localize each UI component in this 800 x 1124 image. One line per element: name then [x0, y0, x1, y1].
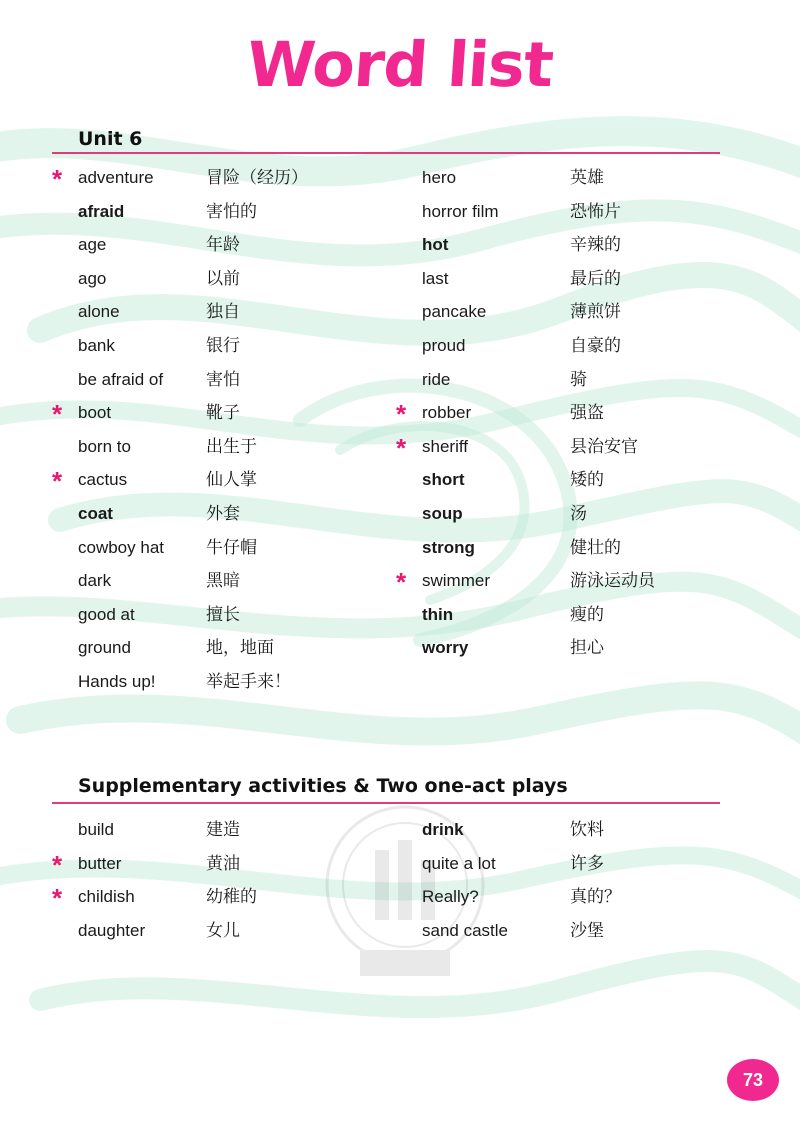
asterisk-icon: *: [52, 399, 63, 430]
english-word: robber: [422, 403, 472, 423]
english-word: boot: [78, 403, 112, 423]
english-word: horror film: [422, 201, 499, 221]
chinese-translation: 县治安官: [570, 436, 638, 457]
asterisk-icon: *: [396, 399, 407, 430]
section-rule-unit-6: [52, 152, 720, 154]
english-word: Hands up!: [78, 672, 156, 691]
page-title: Word list: [244, 28, 556, 101]
chinese-translation: 汤: [570, 504, 587, 524]
english-word: Really?: [422, 887, 479, 907]
english-word: ago: [78, 268, 107, 288]
chinese-translation: 瘦的: [570, 604, 604, 625]
english-word: last: [422, 268, 449, 288]
english-word: hot: [422, 235, 449, 255]
chinese-translation: 以前: [206, 268, 240, 289]
chinese-translation: 建造: [206, 820, 240, 840]
page-number-badge: 73: [727, 1059, 779, 1101]
english-word: dark: [78, 571, 112, 591]
section-heading-unit-6: Unit 6: [78, 128, 143, 150]
chinese-translation: 黄油: [206, 853, 240, 874]
asterisk-icon: *: [396, 567, 407, 598]
english-word: short: [422, 470, 465, 490]
chinese-translation: 地，地面: [206, 638, 274, 659]
section-rule-supplementary: [52, 802, 720, 804]
chinese-translation: 冒险（经历）: [206, 168, 308, 188]
chinese-translation: 仙人掌: [206, 470, 257, 491]
english-word: alone: [78, 302, 120, 322]
chinese-translation: 许多: [570, 853, 604, 874]
chinese-translation: 英雄: [570, 168, 604, 188]
english-word: drink: [422, 820, 464, 839]
section-heading-supplementary: Supplementary activities & Two one-act plays: [78, 775, 568, 797]
english-word: coat: [78, 504, 113, 523]
chinese-translation: 骑: [570, 369, 587, 390]
english-word: afraid: [78, 201, 125, 221]
english-word: childish: [78, 887, 135, 907]
english-word: cactus: [78, 470, 128, 490]
chinese-translation: 女儿: [206, 920, 240, 941]
chinese-translation: 游泳运动员: [570, 571, 655, 592]
chinese-translation: 举起手来！: [206, 672, 291, 692]
english-word: cowboy hat: [78, 537, 164, 557]
chinese-translation: 恐怖片: [570, 201, 621, 222]
english-word: proud: [422, 336, 466, 355]
chinese-translation: 害怕: [206, 369, 240, 390]
english-word: bank: [78, 336, 115, 355]
chinese-translation: 牛仔帽: [206, 537, 257, 558]
chinese-translation: 靴子: [206, 403, 240, 424]
chinese-translation: 银行: [206, 336, 240, 356]
english-word: sheriff: [422, 436, 468, 456]
asterisk-icon: *: [52, 164, 63, 194]
english-word: swimmer: [422, 571, 490, 591]
english-word: build: [78, 820, 114, 839]
english-word: born to: [78, 436, 131, 456]
asterisk-icon: *: [52, 883, 63, 914]
chinese-translation: 健壮的: [570, 537, 621, 558]
english-word: thin: [422, 604, 454, 624]
english-word: daughter: [78, 920, 146, 940]
chinese-translation: 出生于: [206, 436, 257, 457]
english-word: sand castle: [422, 920, 508, 940]
chinese-translation: 沙堡: [570, 920, 604, 941]
english-word: quite a lot: [422, 853, 496, 873]
english-word: good at: [78, 604, 135, 624]
chinese-translation: 薄煎饼: [570, 302, 621, 323]
english-word: worry: [422, 638, 469, 658]
chinese-translation: 真的？: [570, 887, 621, 908]
asterisk-icon: *: [52, 849, 63, 880]
chinese-translation: 幼稚的: [206, 887, 257, 908]
chinese-translation: 外套: [206, 504, 240, 524]
chinese-translation: 强盗: [570, 403, 604, 424]
english-word: adventure: [78, 168, 154, 187]
chinese-translation: 黑暗: [206, 571, 240, 592]
english-word: soup: [422, 504, 463, 523]
chinese-translation: 矮的: [570, 470, 604, 491]
english-word: hero: [422, 168, 457, 187]
english-word: strong: [422, 537, 475, 557]
english-word: be afraid of: [78, 369, 164, 389]
asterisk-icon: *: [52, 466, 63, 497]
english-word: butter: [78, 853, 122, 873]
english-word: ride: [422, 369, 451, 389]
asterisk-icon: *: [396, 432, 407, 463]
chinese-translation: 辛辣的: [570, 235, 621, 256]
chinese-translation: 害怕的: [206, 201, 257, 222]
chinese-translation: 饮料: [570, 820, 604, 840]
chinese-translation: 独自: [206, 302, 240, 323]
english-word: pancake: [422, 302, 487, 322]
chinese-translation: 担心: [570, 638, 604, 659]
chinese-translation: 年龄: [206, 235, 240, 256]
chinese-translation: 最后的: [570, 268, 621, 289]
english-word: age: [78, 235, 107, 255]
english-word: ground: [78, 638, 131, 658]
chinese-translation: 自豪的: [570, 336, 621, 356]
chinese-translation: 擅长: [206, 604, 240, 625]
